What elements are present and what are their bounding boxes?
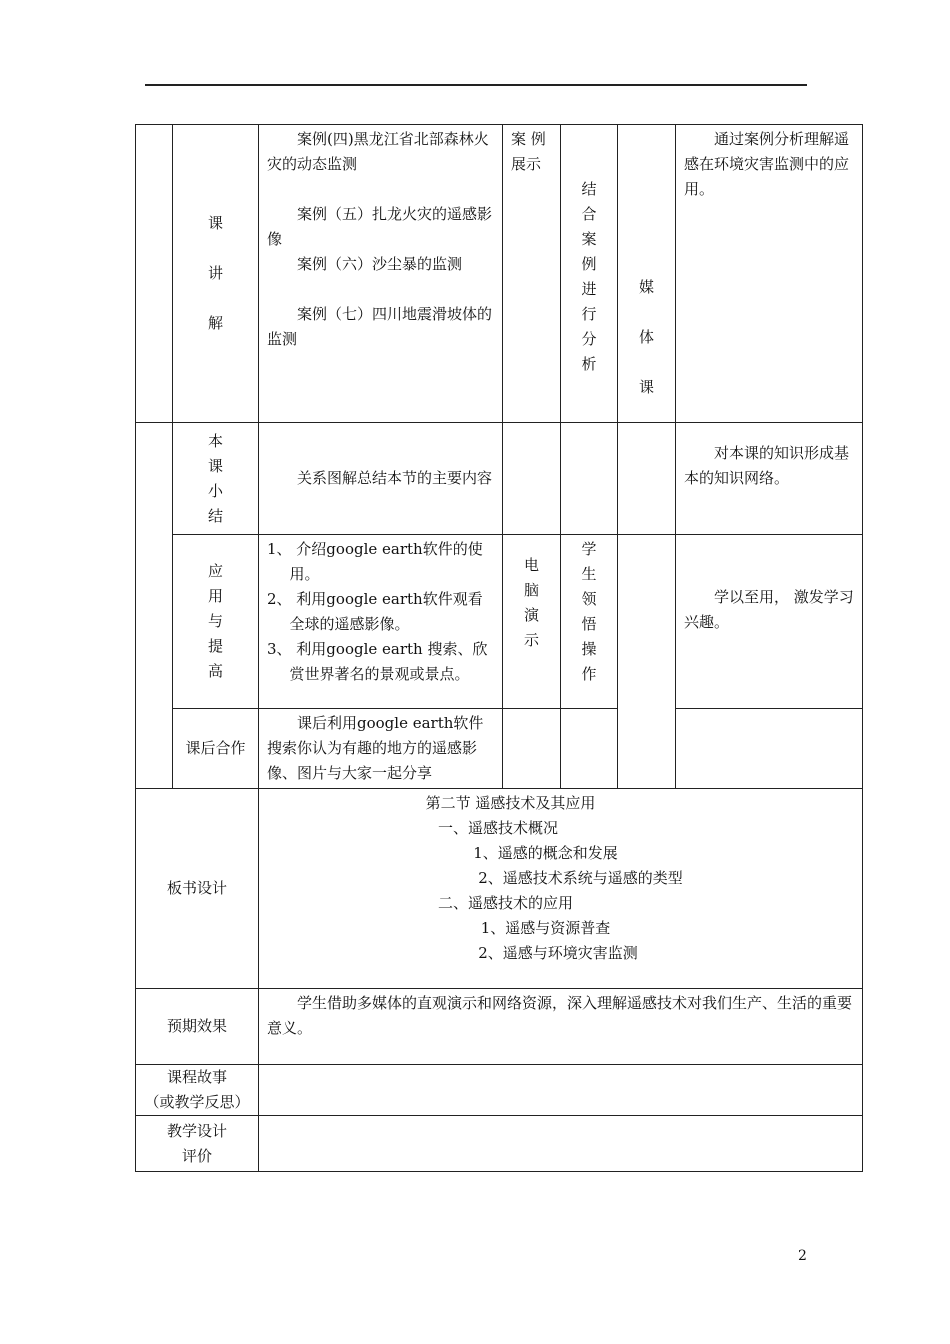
- stage-cell-2: [136, 423, 173, 789]
- stage-cell: [136, 125, 173, 423]
- application-label: 应 用 与 提 高: [173, 535, 259, 709]
- board-line-5: 二、遥感技术的应用: [437, 894, 573, 912]
- homework-content: 课后利用google earth软件搜索你认为有趣的地方的遥感影像、图片与大家一起分享: [259, 709, 503, 789]
- application-method: 电 脑 演 示: [503, 535, 561, 709]
- application-intent: 学以至用， 激发学习兴趣。: [676, 535, 863, 709]
- story-label: 课程故事 （或教学反思）: [136, 1065, 259, 1116]
- page-number: 2: [798, 1248, 807, 1264]
- homework-label: 课后合作: [173, 709, 259, 789]
- lecture-row: [136, 125, 863, 423]
- summary-label: 本 课 小 结: [173, 423, 259, 535]
- summary-intent: 对本课的知识形成基本的知识网络。: [676, 423, 863, 535]
- board-line-7: 2、遥感与环境灾害监测: [478, 944, 638, 962]
- summary-method: [503, 423, 561, 535]
- header-rule: [145, 84, 807, 86]
- homework-row: [136, 709, 863, 789]
- homework-intent: [676, 709, 863, 789]
- case-7: 案例（七）四川地震滑坡体的监测: [267, 305, 493, 348]
- application-item-3: 3、 利用google earth 搜索、欣赏世界著名的景观或景点。: [267, 640, 488, 683]
- lecture-cases: [259, 125, 503, 423]
- application-item-1: 1、 介绍google earth软件的使用。: [267, 540, 483, 583]
- board-line-3: 1、遥感的概念和发展: [473, 844, 618, 862]
- evaluation-label: 教学设计 评价: [136, 1116, 259, 1172]
- homework-student: [561, 709, 618, 789]
- board-row: [136, 789, 863, 989]
- case-6: 案例（六）沙尘暴的监测: [297, 255, 463, 273]
- summary-student: [561, 423, 618, 535]
- lecture-intent: 通过案例分析理解遥感在环境灾害监测中的应用。: [676, 125, 863, 423]
- homework-method: [503, 709, 561, 789]
- application-media: [618, 535, 676, 789]
- expected-content: 学生借助多媒体的直观演示和网络资源，深入理解遥感技术对我们生产、生活的重要意义。: [259, 989, 863, 1065]
- evaluation-content: [259, 1116, 863, 1172]
- board-design: [259, 789, 863, 989]
- expected-label: 预期效果: [136, 989, 259, 1065]
- application-item-2: 2、 利用google earth软件观看全球的遥感影像。: [267, 590, 483, 633]
- lecture-media: 媒 体 课: [618, 125, 676, 423]
- board-line-2: 一、遥感技术概况: [437, 819, 558, 837]
- board-label: 板书设计: [136, 789, 259, 989]
- board-line-1: 第二节 遥感技术及其应用: [425, 794, 596, 812]
- lecture-label: 课 讲 解: [173, 125, 259, 423]
- lesson-plan-table: [135, 124, 863, 1172]
- summary-content: 关系图解总结本节的主要内容: [259, 423, 503, 535]
- case-5: 案例（五）扎龙火灾的遥感影像: [267, 205, 493, 248]
- story-row: [136, 1065, 863, 1116]
- lecture-student-activity: 结 合 案 例 进 行 分 析: [561, 125, 618, 423]
- board-line-6: 1、遥感与资源普查: [480, 919, 611, 937]
- application-student: 学 生 领 悟 操 作: [561, 535, 618, 709]
- case-4: 案例(四)黑龙江省北部森林火灾的动态监测: [267, 130, 489, 173]
- application-row: [136, 535, 863, 709]
- story-content: [259, 1065, 863, 1116]
- summary-media: [618, 423, 676, 535]
- lecture-method: 案 例展示: [503, 125, 561, 423]
- board-line-4: 2、遥感技术系统与遥感的类型: [478, 869, 683, 887]
- expected-row: [136, 989, 863, 1065]
- application-items: [259, 535, 503, 709]
- evaluation-row: [136, 1116, 863, 1172]
- summary-row: [136, 423, 863, 535]
